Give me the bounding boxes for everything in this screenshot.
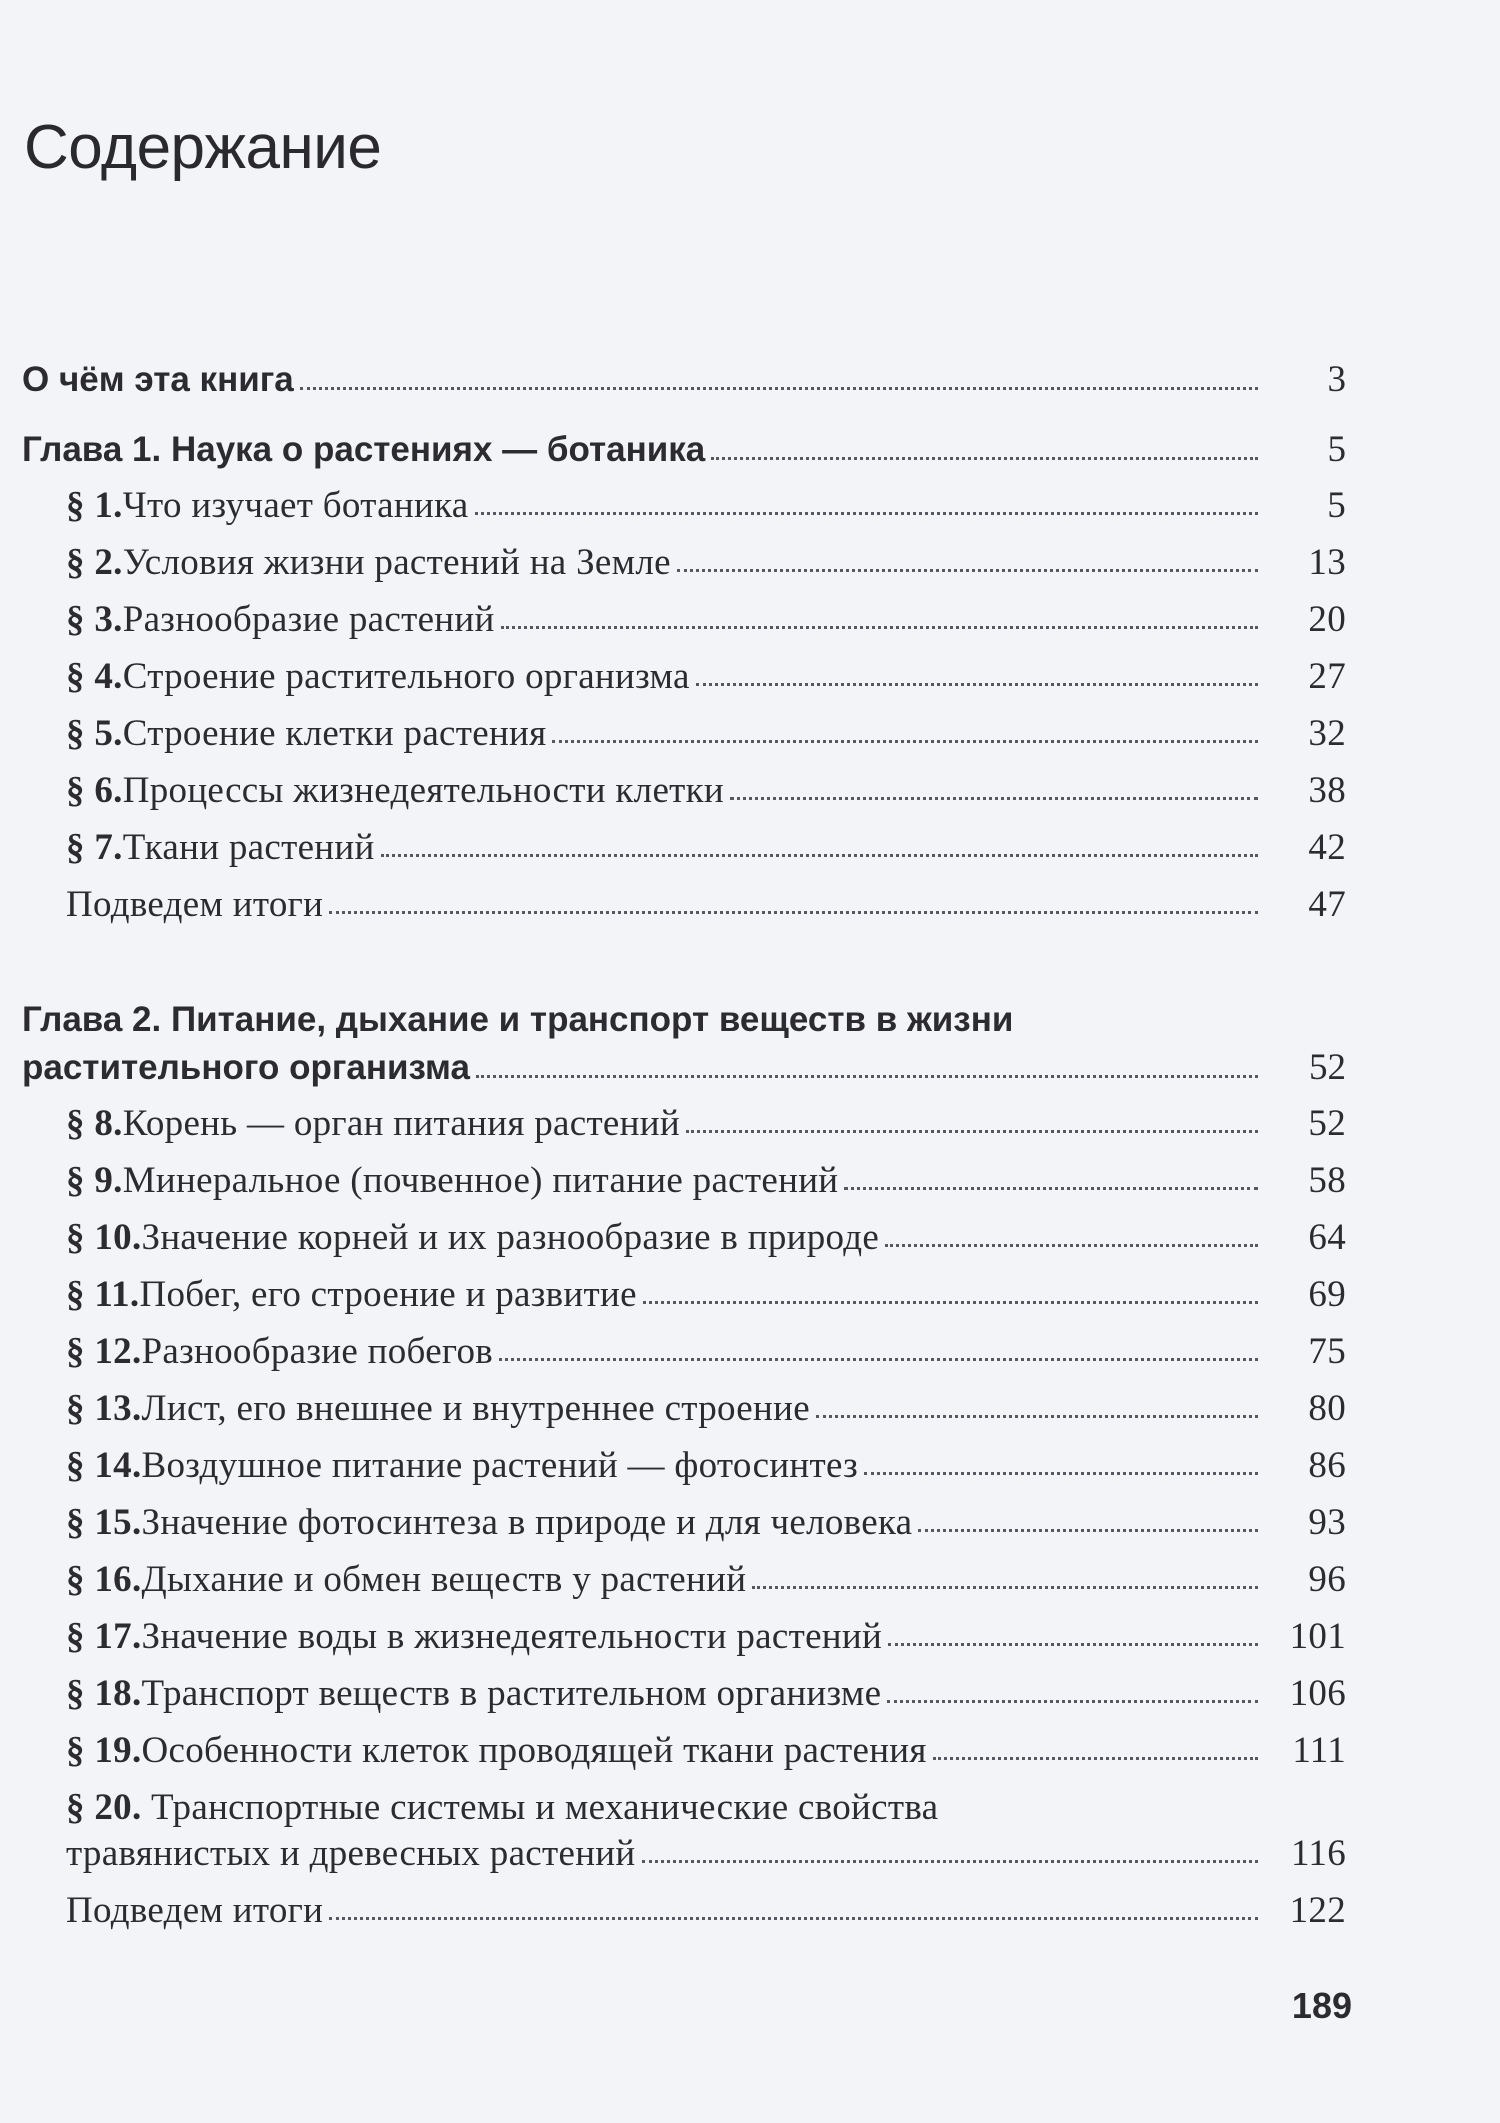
section-title: Значение воды в жизнедеятельности растений xyxy=(141,1616,883,1657)
section-title: Значение корней и их разнообразие в природе xyxy=(141,1217,880,1258)
dot-leader xyxy=(864,1472,1258,1475)
section-number: § 1. xyxy=(66,485,123,526)
toc-section xyxy=(66,1330,1346,1373)
toc-section xyxy=(66,712,1346,755)
toc-section xyxy=(66,1159,1346,1202)
dot-leader xyxy=(642,1860,1258,1863)
toc-section xyxy=(66,541,1346,584)
toc-section xyxy=(66,655,1346,698)
toc-page-number: 58 xyxy=(1308,1160,1346,1201)
section-title: Значение фотосинтеза в природе и для человека xyxy=(141,1502,913,1543)
dot-leader xyxy=(711,457,1258,460)
toc-page-number: 5 xyxy=(1327,485,1346,526)
toc-page-number: 106 xyxy=(1289,1673,1346,1714)
toc-summary xyxy=(66,883,1346,926)
section-number: § 15. xyxy=(66,1502,142,1543)
section-title: Воздушное питание растений — фотосинтез xyxy=(141,1445,859,1486)
page-number: 189 xyxy=(1291,1985,1352,2026)
dot-leader xyxy=(329,911,1258,914)
section-number: § 14. xyxy=(66,1445,142,1486)
section-title: Побег, его строение и развитие xyxy=(139,1274,637,1315)
section-number: § 5. xyxy=(66,713,123,754)
toc-section xyxy=(66,1216,1346,1259)
dot-leader xyxy=(888,1643,1258,1646)
dot-leader xyxy=(887,1700,1258,1703)
section-number: § 8. xyxy=(66,1103,123,1144)
toc-page-number: 75 xyxy=(1308,1331,1346,1372)
toc-page-number: 116 xyxy=(1290,1833,1346,1874)
toc-entry-about xyxy=(22,358,1346,401)
dot-leader xyxy=(501,626,1258,629)
section-title-continued: травянистых и древесных растений xyxy=(66,1833,636,1874)
chapter-title: растительного организма xyxy=(22,1048,470,1087)
dot-leader xyxy=(885,1244,1258,1247)
dot-leader xyxy=(300,387,1258,390)
toc-page-number: 111 xyxy=(1292,1730,1346,1771)
toc-page-number: 101 xyxy=(1289,1616,1346,1657)
toc-section xyxy=(66,1387,1346,1430)
section-number: § 9. xyxy=(66,1160,123,1201)
toc-chapter-1 xyxy=(22,428,1346,471)
toc-page-number: 32 xyxy=(1308,713,1346,754)
toc-section xyxy=(66,1102,1346,1145)
section-title: Транспорт веществ в растительном организме xyxy=(141,1673,882,1714)
section-title: Особенности клеток проводящей ткани растения xyxy=(141,1730,927,1771)
toc-section xyxy=(66,826,1346,869)
dot-leader xyxy=(475,512,1258,515)
toc-page-number: 38 xyxy=(1308,770,1346,811)
dot-leader xyxy=(381,854,1258,857)
dot-leader xyxy=(677,569,1258,572)
section-number: § 7. xyxy=(66,827,123,868)
section-title: Условия жизни растений на Земле xyxy=(122,542,671,583)
section-number: § 6. xyxy=(66,770,123,811)
section-title: Что изучает ботаника xyxy=(122,485,469,526)
toc-section xyxy=(66,1558,1346,1601)
toc-summary xyxy=(66,1889,1346,1932)
toc-page-number: 27 xyxy=(1308,656,1346,697)
page-title: Содержание xyxy=(24,113,382,182)
toc-page-number: 69 xyxy=(1308,1274,1346,1315)
toc-section xyxy=(66,1615,1346,1658)
toc-page-number: 122 xyxy=(1289,1890,1346,1931)
toc-page-number: 64 xyxy=(1308,1217,1346,1258)
section-title: Строение растительного организма xyxy=(122,656,690,697)
dot-leader xyxy=(933,1757,1258,1760)
toc-section xyxy=(66,1729,1346,1772)
dot-leader xyxy=(643,1301,1258,1304)
dot-leader xyxy=(499,1358,1258,1361)
summary-title: Подведем итоги xyxy=(66,884,324,925)
toc-entry-text: О чём эта книга xyxy=(22,360,294,399)
section-number: § 11. xyxy=(66,1274,140,1315)
toc-page-number: 86 xyxy=(1308,1445,1346,1486)
section-title: Минеральное (почвенное) питание растений xyxy=(122,1160,839,1201)
summary-title: Подведем итоги xyxy=(66,1890,324,1931)
section-number: § 17. xyxy=(66,1616,142,1657)
toc-page-number: 80 xyxy=(1308,1388,1346,1429)
toc-page-number: 42 xyxy=(1308,827,1346,868)
dot-leader xyxy=(686,1130,1258,1133)
dot-leader xyxy=(730,797,1258,800)
toc-section xyxy=(66,1273,1346,1316)
section-number: § 4. xyxy=(66,656,123,697)
section-number: § 10. xyxy=(66,1217,142,1258)
section-number: § 16. xyxy=(66,1559,142,1600)
section-number: § 2. xyxy=(66,542,123,583)
section-number: § 12. xyxy=(66,1331,142,1372)
toc-section xyxy=(66,1832,1346,1875)
section-number: § 18. xyxy=(66,1673,142,1714)
toc-page-number: 96 xyxy=(1308,1559,1346,1600)
section-title: Строение клетки растения xyxy=(122,713,547,754)
section-title: Разнообразие растений xyxy=(122,599,495,640)
section-20-line xyxy=(66,1786,938,1829)
section-title: Корень — орган питания растений xyxy=(122,1103,680,1144)
toc-page-number: 93 xyxy=(1308,1502,1346,1543)
section-title: Процессы жизнедеятельности клетки xyxy=(122,770,725,811)
section-number: § 20. xyxy=(66,1787,142,1828)
toc-section xyxy=(66,484,1346,527)
dot-leader xyxy=(844,1187,1258,1190)
section-title: Дыхание и обмен веществ у растений xyxy=(141,1559,747,1600)
section-title: Разнообразие побегов xyxy=(141,1331,494,1372)
dot-leader xyxy=(476,1075,1258,1078)
toc-page-number: 47 xyxy=(1308,884,1346,925)
section-number: § 13. xyxy=(66,1388,142,1429)
toc-chapter-2 xyxy=(22,1046,1346,1089)
dot-leader xyxy=(696,683,1258,686)
section-title: Лист, его внешнее и внутреннее строение xyxy=(141,1388,810,1429)
section-number: § 3. xyxy=(66,599,123,640)
toc-section xyxy=(66,598,1346,641)
toc-page-number: 20 xyxy=(1308,599,1346,640)
toc-section xyxy=(66,1501,1346,1544)
chapter-title-line: Глава 2. Питание, дыхание и транспорт веществ в жизни xyxy=(22,1000,1014,1039)
dot-leader xyxy=(752,1586,1258,1589)
dot-leader xyxy=(918,1529,1258,1532)
section-number: § 19. xyxy=(66,1730,142,1771)
chapter-title: Глава 1. Наука о растениях — ботаника xyxy=(22,430,706,469)
toc-page-number: 52 xyxy=(1308,1103,1346,1144)
toc-page-number: 3 xyxy=(1327,359,1346,400)
section-title: Транспортные системы и механические свойства xyxy=(141,1787,939,1828)
toc-section xyxy=(66,1672,1346,1715)
toc-section xyxy=(66,1444,1346,1487)
dot-leader xyxy=(329,1917,1258,1920)
toc-section xyxy=(66,769,1346,812)
toc-page-number: 52 xyxy=(1309,1047,1346,1088)
dot-leader xyxy=(552,740,1258,743)
dot-leader xyxy=(816,1415,1258,1418)
toc-page-number: 13 xyxy=(1308,542,1346,583)
section-title: Ткани растений xyxy=(122,827,375,868)
toc-page-number: 5 xyxy=(1327,429,1346,470)
